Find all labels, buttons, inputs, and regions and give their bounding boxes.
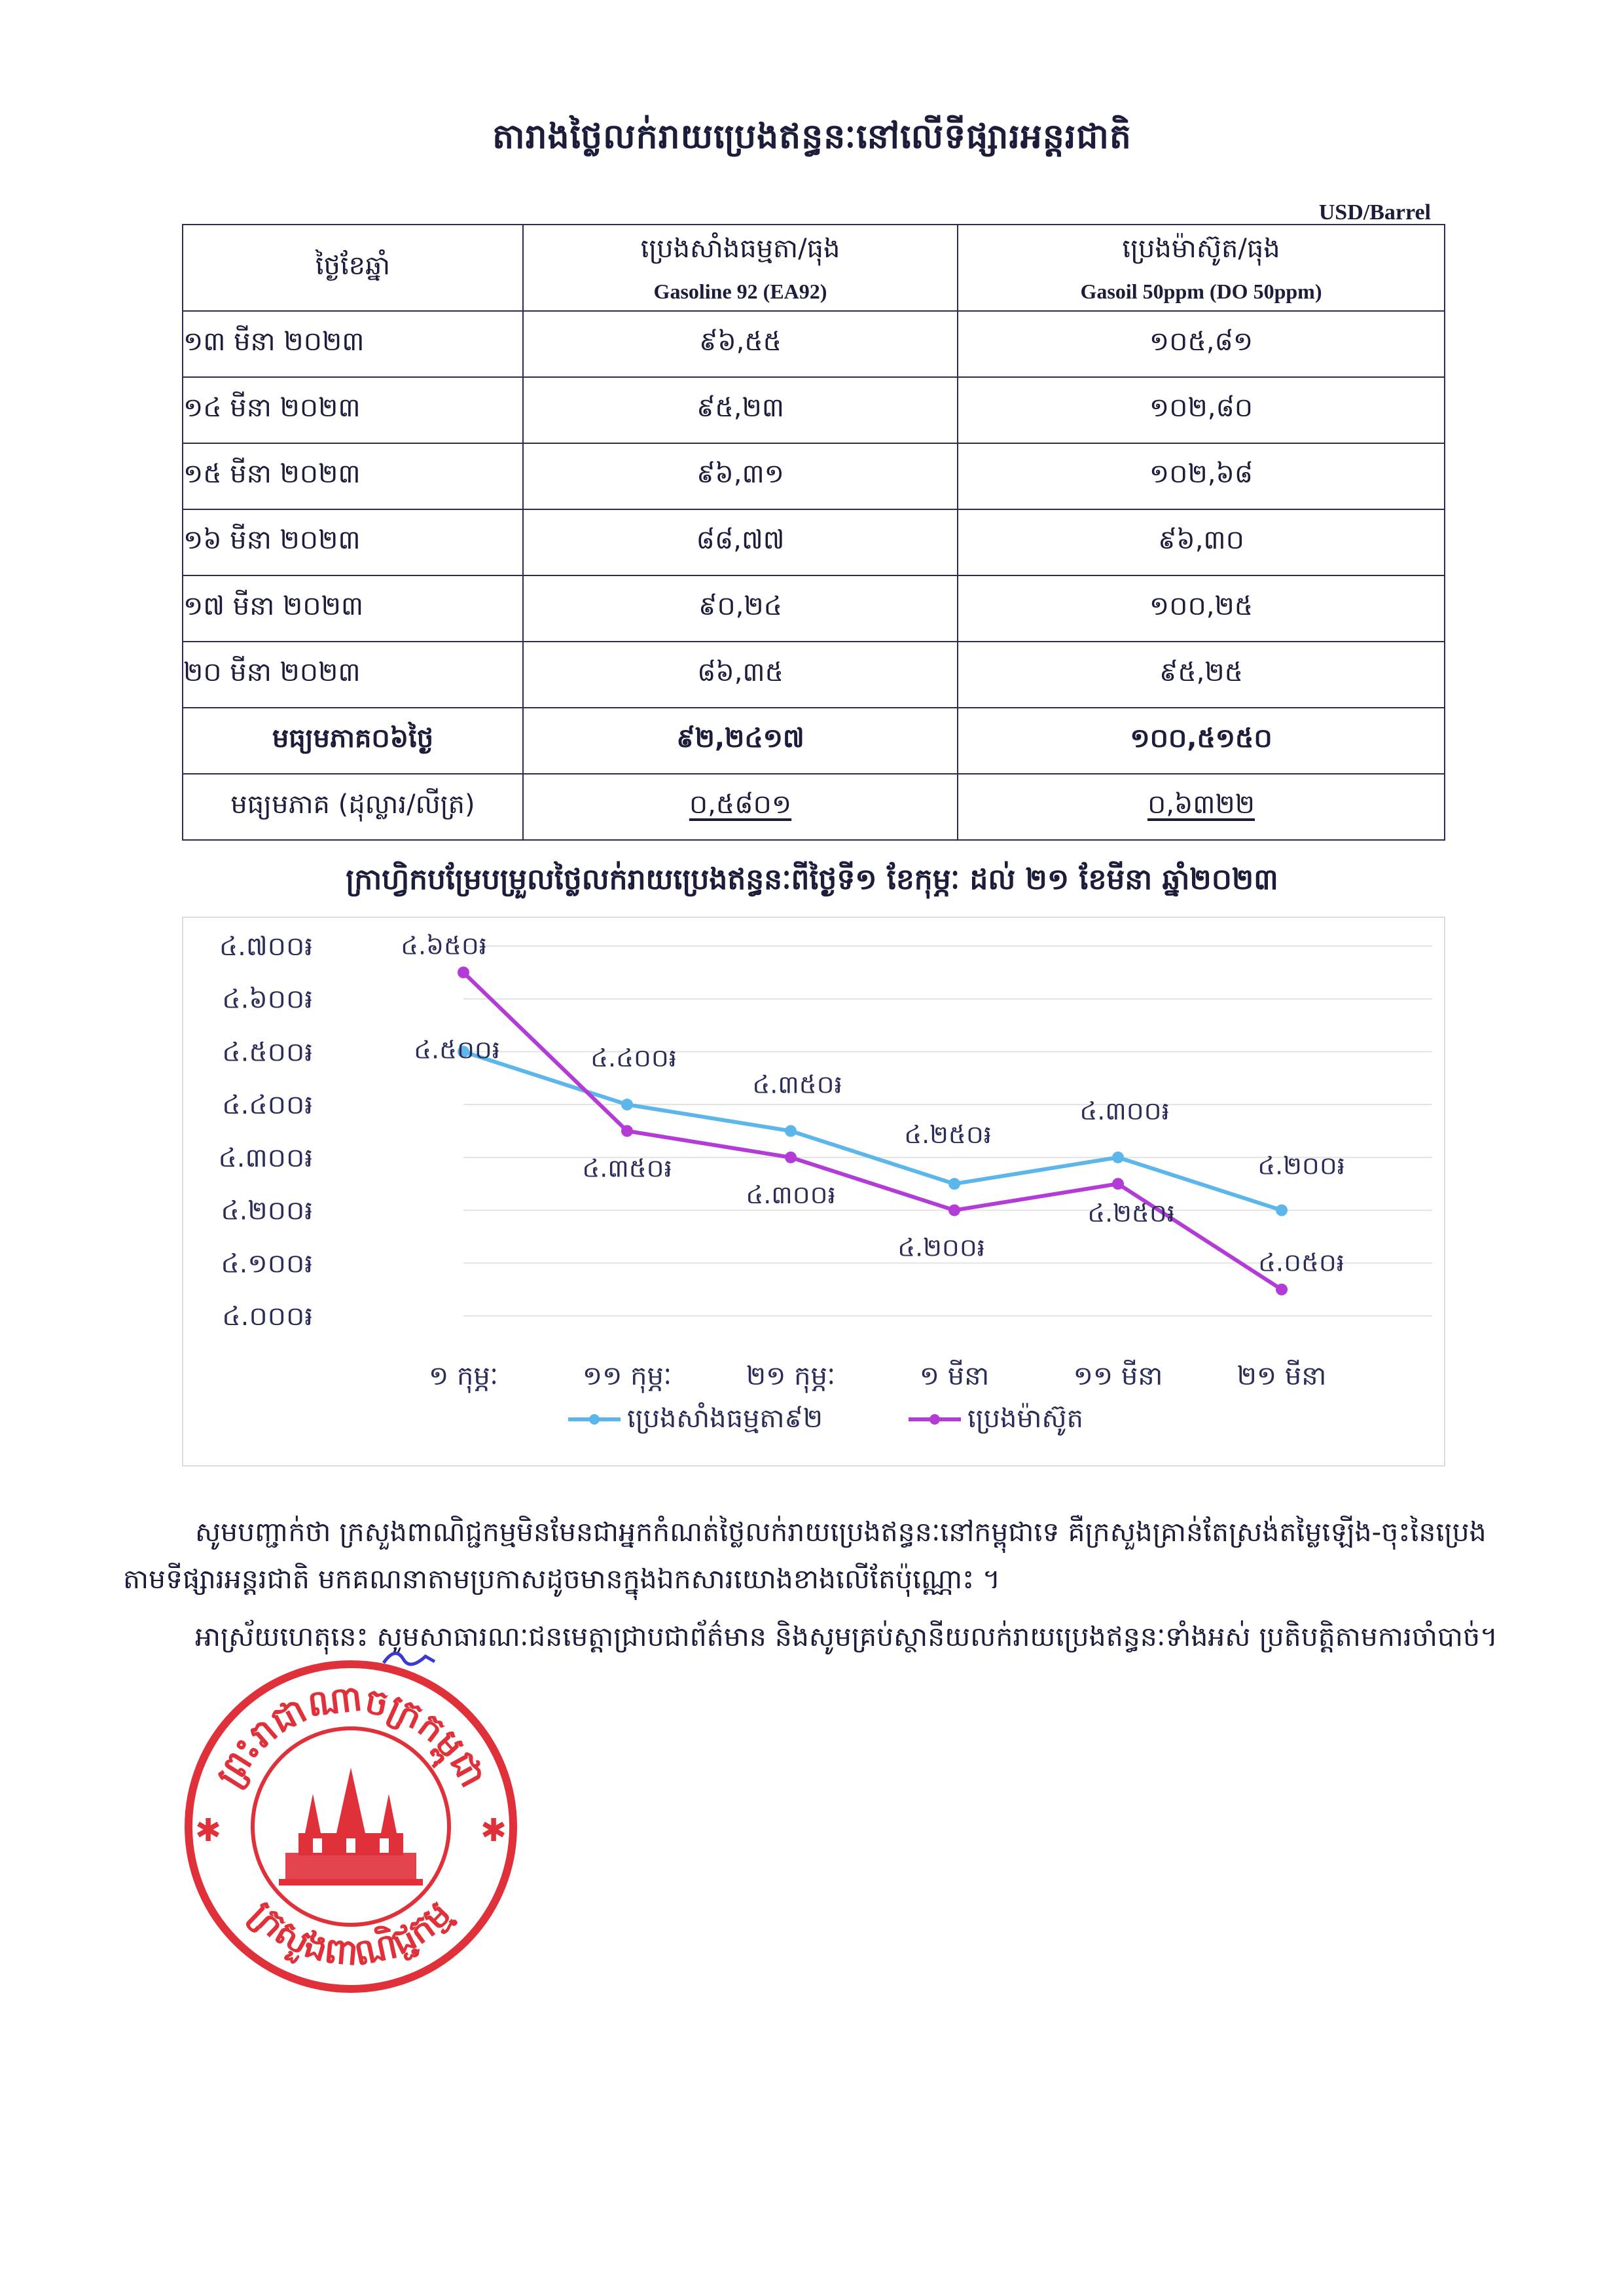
- average-per-liter-diesel-value: ០,៦៣២២: [1147, 790, 1255, 820]
- data-point: [1112, 1152, 1124, 1163]
- data-label: ៤.២០០៛: [1257, 1151, 1345, 1180]
- notice-paragraph-1: [123, 1508, 1537, 1603]
- row-diesel-price: ១០៥,៨១: [958, 311, 1445, 377]
- document-title: តារាងថ្លៃលក់រាយប្រេងឥន្ធនៈនៅលើទីផ្សារអន្តរជាតិ: [492, 117, 1132, 156]
- row-gasoline-price: ៩៦,៥៥: [523, 311, 958, 377]
- table-row: [183, 642, 1445, 708]
- average-label: មធ្យមភាគ០៦ថ្ងៃ: [183, 708, 523, 774]
- row-diesel-price: ១០២,៨០: [958, 377, 1445, 443]
- table-row: [183, 575, 1445, 642]
- average-per-liter-gasoline-value: ០,៥៨០១: [689, 790, 792, 820]
- header-diesel: [958, 225, 1445, 311]
- data-label: ៤.៤០០៛: [590, 1044, 677, 1073]
- data-point: [785, 1125, 797, 1137]
- row-diesel-price: ១០០,២៥: [958, 575, 1445, 642]
- table-row: [183, 311, 1445, 377]
- legend-marker: [589, 1414, 600, 1425]
- y-tick-label: ៤.៤០០៛: [222, 1090, 313, 1121]
- legend-label: ប្រេងសាំងធម្មតា៩២: [627, 1404, 823, 1434]
- data-point: [1276, 1284, 1288, 1296]
- angkor-temple-icon: [279, 1768, 423, 1886]
- row-gasoline-price: ៨៦,៣៥: [523, 642, 958, 708]
- table-header-row: [183, 225, 1445, 311]
- data-point: [1112, 1178, 1124, 1190]
- stamp-star-right-icon: ✱: [480, 1812, 507, 1849]
- y-tick-label: ៤.១០០៛: [221, 1248, 313, 1279]
- data-label: ៤.២០០៛: [897, 1233, 985, 1262]
- y-tick-label: ៤.៥០០៛: [222, 1037, 313, 1068]
- x-tick-label: ១១ កុម្ភៈ: [582, 1361, 672, 1391]
- header-gasoline-sublabel: Gasoline 92 (EA92): [653, 280, 827, 303]
- row-date: ២០ មីនា ២០២៣: [183, 642, 523, 708]
- header-diesel-label: ប្រេងម៉ាស៊ូត/ធុង: [1122, 234, 1280, 264]
- row-date: ១៣ មីនា ២០២៣: [183, 311, 523, 377]
- header-diesel-sublabel: Gasoil 50ppm (DO 50ppm): [1080, 280, 1322, 303]
- header-gasoline: [523, 225, 958, 311]
- y-tick-label: ៤.៧០០៛: [219, 932, 313, 962]
- table-row: [183, 509, 1445, 575]
- notice-paragraph-2-text: អាស្រ័យហេតុនេះ សូមសាធារណៈជនមេត្តាជ្រាបជាព័ត៌មាន និងសូមគ្រប់ស្ថានីយលក់រាយប្រេងឥន្ធនៈទាំងអស់ ប្រតិបត្តិតាមការចាំបាច់។: [195, 1621, 1498, 1652]
- data-label: ៤.៦៥០៛: [401, 931, 487, 960]
- legend-label: ប្រេងម៉ាស៊ូត: [967, 1404, 1083, 1434]
- average-row: [183, 708, 1445, 774]
- data-label: ៤.៥០០៛: [414, 1035, 500, 1065]
- stamp-ink: [189, 1664, 513, 1989]
- data-label: ៤.៣០០៛: [746, 1180, 836, 1209]
- chart-title: ក្រាហ្វិកបម្រែបម្រួលថ្លៃលក់រាយប្រេងឥន្ធនៈពីថ្ងៃទី១ ខែកុម្ភៈ ដល់ ២១ ខែមីនា ឆ្នាំ២០២៣: [346, 863, 1278, 896]
- table-row: [183, 443, 1445, 509]
- price-table: [182, 224, 1445, 841]
- table-row: [183, 377, 1445, 443]
- data-label: ៤.៣០០៛: [1079, 1096, 1170, 1125]
- data-point: [948, 1178, 960, 1190]
- row-gasoline-price: ៩០,២៤: [523, 575, 958, 642]
- data-label: ៤.២៥០៛: [904, 1120, 992, 1150]
- x-tick-label: ២១ កុម្ភៈ: [746, 1361, 836, 1391]
- y-tick-label: ៤.៦០០៛: [222, 984, 313, 1015]
- notice-paragraph-1-text: សូមបញ្ជាក់ថា ក្រសួងពាណិជ្ជកម្មមិនមែនជាអ្នកកំណត់ថ្លៃលក់រាយប្រេងឥន្ធនៈនៅកម្ពុជាទេ គឺក្រសួងគ្រាន់តែស្រង់តម្លៃឡើង-ចុះនៃប្រេងតាមទីផ្សារអន្តរជាតិ មកគណនាតាមប្រកាសដូចមានក្នុងឯកសារយោងខាងលើតែប៉ុណ្ណោះ ។: [123, 1516, 1487, 1595]
- stamp-top-text: ព្រះរាជាណាចក្រកម្ពុជា: [208, 1677, 494, 1795]
- row-diesel-price: ៩៥,២៥: [958, 642, 1445, 708]
- unit-label: USD/Barrel: [1318, 200, 1431, 225]
- data-point: [458, 966, 469, 978]
- y-tick-label: ៤.០០០៛: [222, 1302, 313, 1332]
- row-date: ១៦ មីនា ២០២៣: [183, 509, 523, 575]
- data-label: ៤.២៥០៛: [1087, 1199, 1175, 1228]
- data-label: ៤.០៥០៛: [1258, 1248, 1344, 1277]
- row-gasoline-price: ៩៥,២៣: [523, 377, 958, 443]
- signature-mark: [384, 1653, 435, 1664]
- header-date-label: ថ្ងៃខែឆ្នាំ: [315, 250, 391, 281]
- x-tick-label: ១ កុម្ភៈ: [429, 1361, 498, 1391]
- series-line-gasoline: [463, 1051, 1282, 1210]
- stamp-star-left-icon: ✱: [194, 1812, 222, 1849]
- row-diesel-price: ១០២,៦៨: [958, 443, 1445, 509]
- series-line-diesel: [463, 972, 1282, 1289]
- average-per-liter-diesel: [958, 774, 1445, 840]
- data-point: [785, 1152, 797, 1163]
- average-per-liter-gasoline: [523, 774, 958, 840]
- header-gasoline-label: ប្រេងសាំងធម្មតា/ធុង: [640, 234, 840, 264]
- stamp-bottom-text: ក្រសួងពាណិជ្ជកម្ម: [242, 1892, 460, 1975]
- row-date: ១៧ មីនា ២០២៣: [183, 575, 523, 642]
- average-gasoline: ៩២,២៤១៧: [523, 708, 958, 774]
- header-date: [183, 225, 523, 311]
- data-point: [621, 1099, 633, 1110]
- legend-marker: [929, 1414, 940, 1425]
- data-label: ៤.៣៥០៛: [752, 1070, 842, 1099]
- data-label: ៤.៣៥០៛: [582, 1154, 672, 1183]
- y-tick-label: ៤.២០០៛: [221, 1195, 313, 1226]
- data-point: [948, 1205, 960, 1216]
- row-diesel-price: ៩៦,៣០: [958, 509, 1445, 575]
- data-point: [621, 1125, 633, 1137]
- x-tick-label: ១១ មីនា: [1073, 1361, 1163, 1391]
- official-stamp: [168, 1637, 534, 2003]
- row-gasoline-price: ៩៦,៣១: [523, 443, 958, 509]
- y-tick-label: ៤.៣០០៛: [218, 1142, 313, 1173]
- price-line-chart: [182, 917, 1445, 1467]
- average-diesel: ១០០,៥១៥០: [958, 708, 1445, 774]
- x-tick-label: ១ មីនា: [919, 1361, 990, 1391]
- average-per-liter-row: [183, 774, 1445, 840]
- average-per-liter-label: មធ្យមភាគ (ដុល្លារ/លីត្រ): [183, 774, 523, 840]
- row-date: ១៥ មីនា ២០២៣: [183, 443, 523, 509]
- row-date: ១៤ មីនា ២០២៣: [183, 377, 523, 443]
- x-tick-label: ២១ មីនា: [1236, 1361, 1327, 1391]
- row-gasoline-price: ៨៨,៧៧: [523, 509, 958, 575]
- data-point: [1276, 1205, 1288, 1216]
